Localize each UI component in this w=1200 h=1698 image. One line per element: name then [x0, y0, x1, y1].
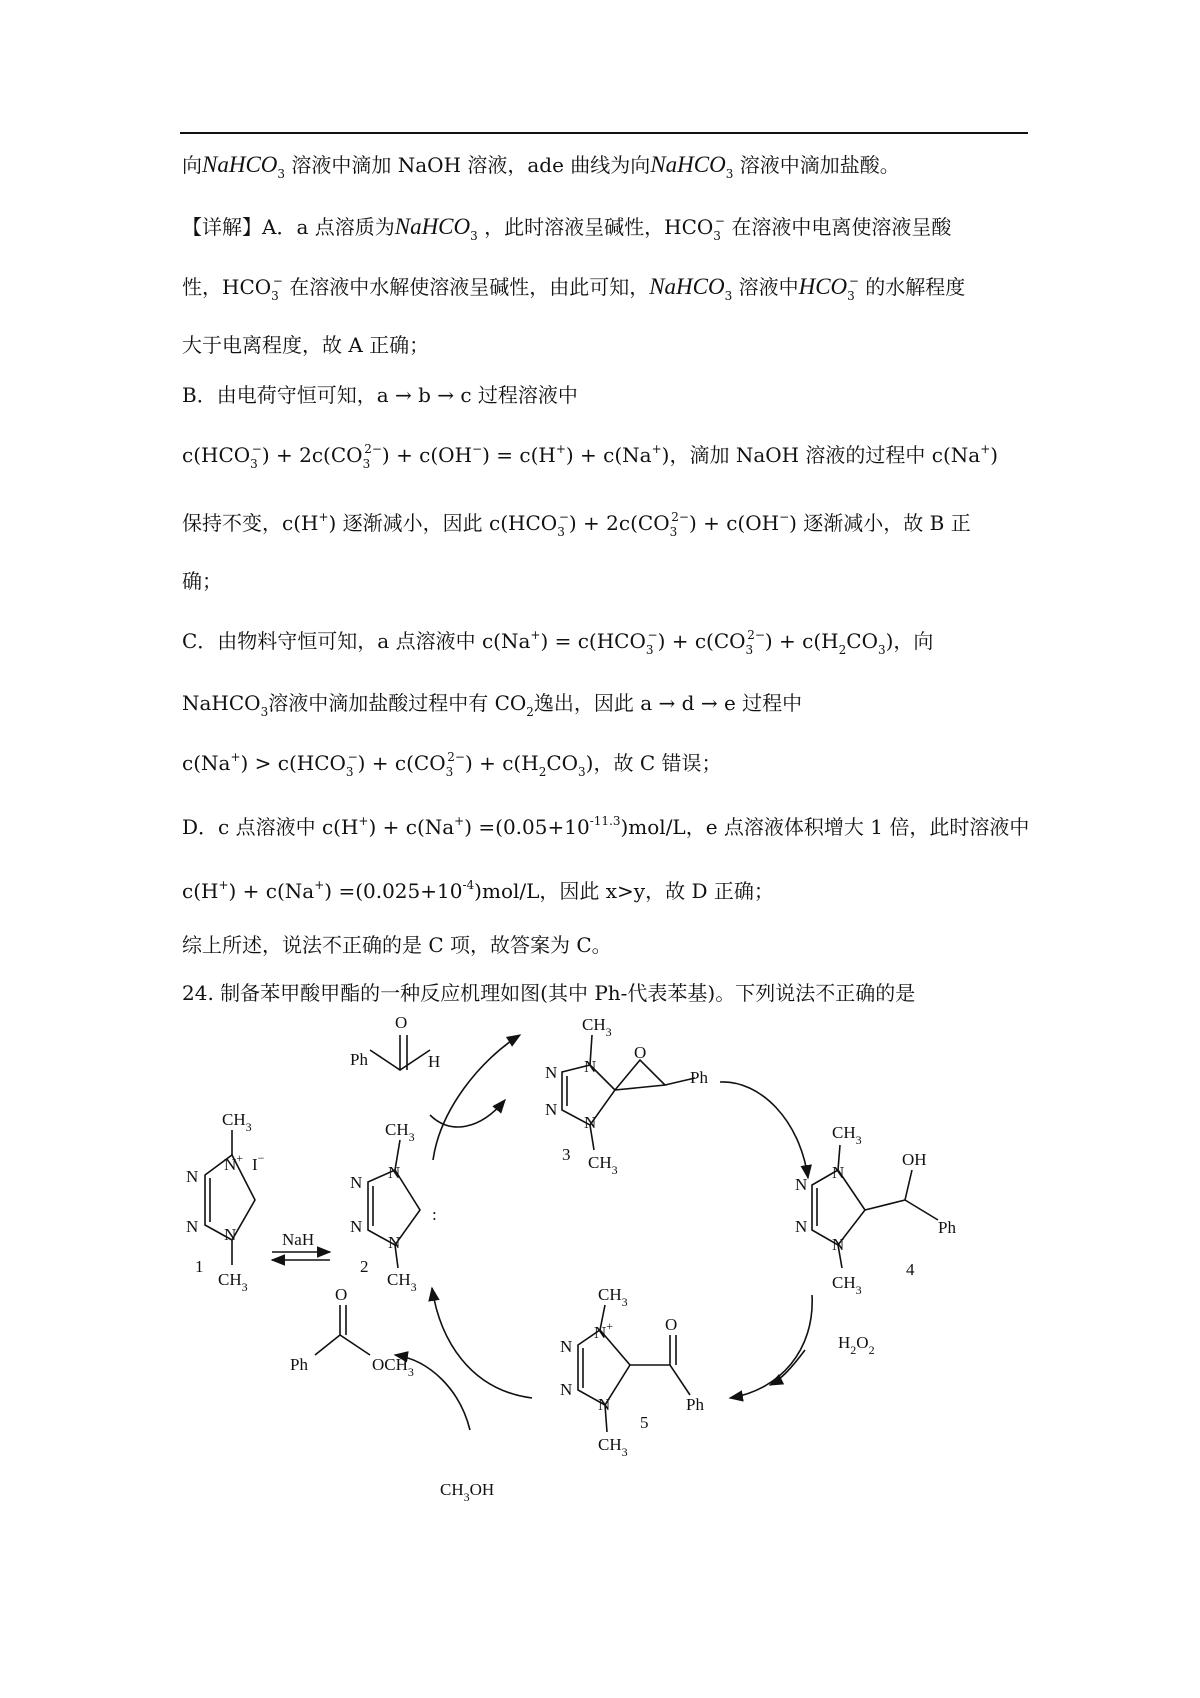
c2-ch3-bottom: $CH_3$	[387, 1270, 417, 1294]
compound-4-substituent	[865, 1170, 938, 1220]
compound-5-ketone	[630, 1335, 690, 1395]
c4-ch3-bottom: $CH_3$	[832, 1273, 862, 1297]
carbonyl-double-bond	[400, 1035, 407, 1070]
c3-ch3-top: $CH_3$	[582, 1015, 612, 1039]
text-line-9: C．由物料守恒可知，a 点溶液中 $c(Na^+) = c(HCO_3^-) + c(CO_3^{2-}) + c(H_2CO_3)$，向	[182, 628, 934, 657]
c2-n2: N	[350, 1173, 363, 1192]
c5-n-plus: N+	[594, 1319, 614, 1342]
c1-n-plus: N+	[224, 1151, 244, 1174]
c1-n2: N	[186, 1167, 199, 1186]
text-line-13: $c(H^+) + c(Na^+) =(0.025+10^{-4})mol/L$，因此 x>y，故 D 正确；	[182, 878, 774, 903]
compound-number-5: 5	[640, 1413, 649, 1432]
text-line-5: B．由电荷守恒可知，a → b → c 过程溶液中	[182, 383, 578, 407]
c4-n1: N	[832, 1163, 845, 1182]
text-line-1: 向NaHCO$_3$ 溶液中滴加 NaOH 溶液，ade 曲线为向NaHCO$_3$ 溶液中滴加盐酸。	[182, 152, 900, 181]
c2-n1: N	[388, 1163, 401, 1182]
c5-ph: Ph	[686, 1395, 704, 1414]
c5-ch3-top: $CH_3$	[598, 1285, 628, 1309]
c4-ph: Ph	[938, 1218, 956, 1237]
c3-ph: Ph	[690, 1068, 708, 1087]
text-line-14: 综上所述，说法不正确的是 C 项，故答案为 C。	[182, 933, 612, 957]
c5-n2: N	[560, 1337, 573, 1356]
benzaldehyde-h: H	[428, 1052, 441, 1071]
c3-n1: N	[584, 1057, 597, 1076]
text-line-11: $c(Na^+) > c(HCO_3^-) + c(CO_3^{2-}) + c(H_2CO_3)$，故 C 错误；	[182, 750, 722, 779]
text-line-3: 性，$HCO_3^-$ 在溶液中水解使溶液呈碱性，由此可知，NaHCO$_3$ 溶液中$HCO_3^-$ 的水解程度	[182, 274, 966, 303]
benzaldehyde-o: O	[395, 1013, 408, 1032]
text-line-4: 大于电离程度，故 A 正确；	[182, 333, 430, 357]
c5-n3: N	[560, 1380, 573, 1399]
reaction-mechanism-diagram	[0, 1010, 1200, 1570]
arrow-benzaldehyde-in	[430, 1100, 505, 1127]
compound-number-1: 1	[195, 1257, 204, 1276]
methanol-label: $CH_3OH$	[440, 1480, 495, 1504]
ester-o: O	[335, 1285, 348, 1304]
c1-ch3-bottom: $CH_3$	[218, 1270, 248, 1294]
compound-number-2: 2	[360, 1257, 369, 1276]
header-rule	[180, 132, 1028, 134]
compound-3-epoxide	[615, 1060, 695, 1090]
c2-ch3-top: $CH_3$	[385, 1120, 415, 1144]
c3-n2: N	[545, 1063, 558, 1082]
c5-ketone-o: O	[665, 1315, 678, 1334]
c1-n4: N	[224, 1225, 237, 1244]
c5-n4: N	[598, 1395, 611, 1414]
arrow-2-to-3	[433, 1035, 520, 1160]
text-line-12: D．c 点溶液中 $c(H^+) + c(Na^+) =(0.05+10^{-11.3})mol/L$，e 点溶液体积增大 1 倍，此时溶液中	[182, 814, 1030, 839]
c5-ch3-bottom: $CH_3$	[598, 1435, 628, 1459]
c4-oh: OH	[902, 1150, 927, 1169]
ester-ph: Ph	[290, 1355, 308, 1374]
c4-n3: N	[795, 1217, 808, 1236]
c1-n3: N	[186, 1217, 199, 1236]
compound-3-methyls	[590, 1035, 594, 1150]
methyl-benzoate-skeleton	[315, 1305, 370, 1355]
c3-ch3-bottom: $CH_3$	[588, 1153, 618, 1177]
question-24-stem: 24. 制备苯甲酸甲酯的一种反应机理如图(其中 Ph-代表苯基)。下列说法不正确的是	[182, 981, 916, 1005]
c3-n4: N	[584, 1113, 597, 1132]
arrow-4-to-5	[730, 1295, 812, 1398]
c3-epoxide-o: O	[634, 1043, 647, 1062]
compound-number-4: 4	[906, 1260, 915, 1279]
c1-ch3-top: $CH_3$	[222, 1110, 252, 1134]
c4-n4: N	[832, 1235, 845, 1254]
arrow-3-to-4	[720, 1082, 808, 1178]
text-line-10: NaHCO$_3$溶液中滴加盐酸过程中有 $CO_2$逸出，因此 a → d → e 过程中	[182, 691, 803, 719]
c3-n3: N	[545, 1100, 558, 1119]
compound-number-3: 3	[562, 1145, 571, 1164]
text-line-2: 【详解】A．a 点溶质为NaHCO$_3$ ，此时溶液呈碱性，$HCO_3^-$ 在溶液中电离使溶液呈酸	[182, 214, 952, 243]
text-line-8: 确；	[182, 569, 222, 593]
c4-n2: N	[795, 1175, 808, 1194]
text-line-7: 保持不变，c(H+) 逐渐减小，因此 $c(HCO_3^-) + 2c(CO_3^{2-}) + c(OH^-)$ 逐渐减小，故 B 正	[182, 510, 971, 539]
ester-och3: $OCH_3$	[372, 1355, 414, 1379]
nah-label: NaH	[282, 1230, 315, 1249]
c2-n3: N	[350, 1217, 363, 1236]
arrow-5-to-2	[432, 1288, 532, 1398]
benzaldehyde-ph: Ph	[350, 1050, 368, 1069]
h2o2-label: $H_2O_2$	[838, 1333, 875, 1357]
c1-iodide: I−	[252, 1151, 265, 1174]
carbene-colon: :	[432, 1205, 437, 1224]
c4-ch3-top: $CH_3$	[832, 1123, 862, 1147]
text-line-6: $c(HCO_3^-) + 2c(CO_3^{2-}) + c(OH^-) = c(H^+) + c(Na^+)$，滴加 NaOH 溶液的过程中 c(Na+)	[182, 442, 999, 471]
c2-n4: N	[388, 1233, 401, 1252]
